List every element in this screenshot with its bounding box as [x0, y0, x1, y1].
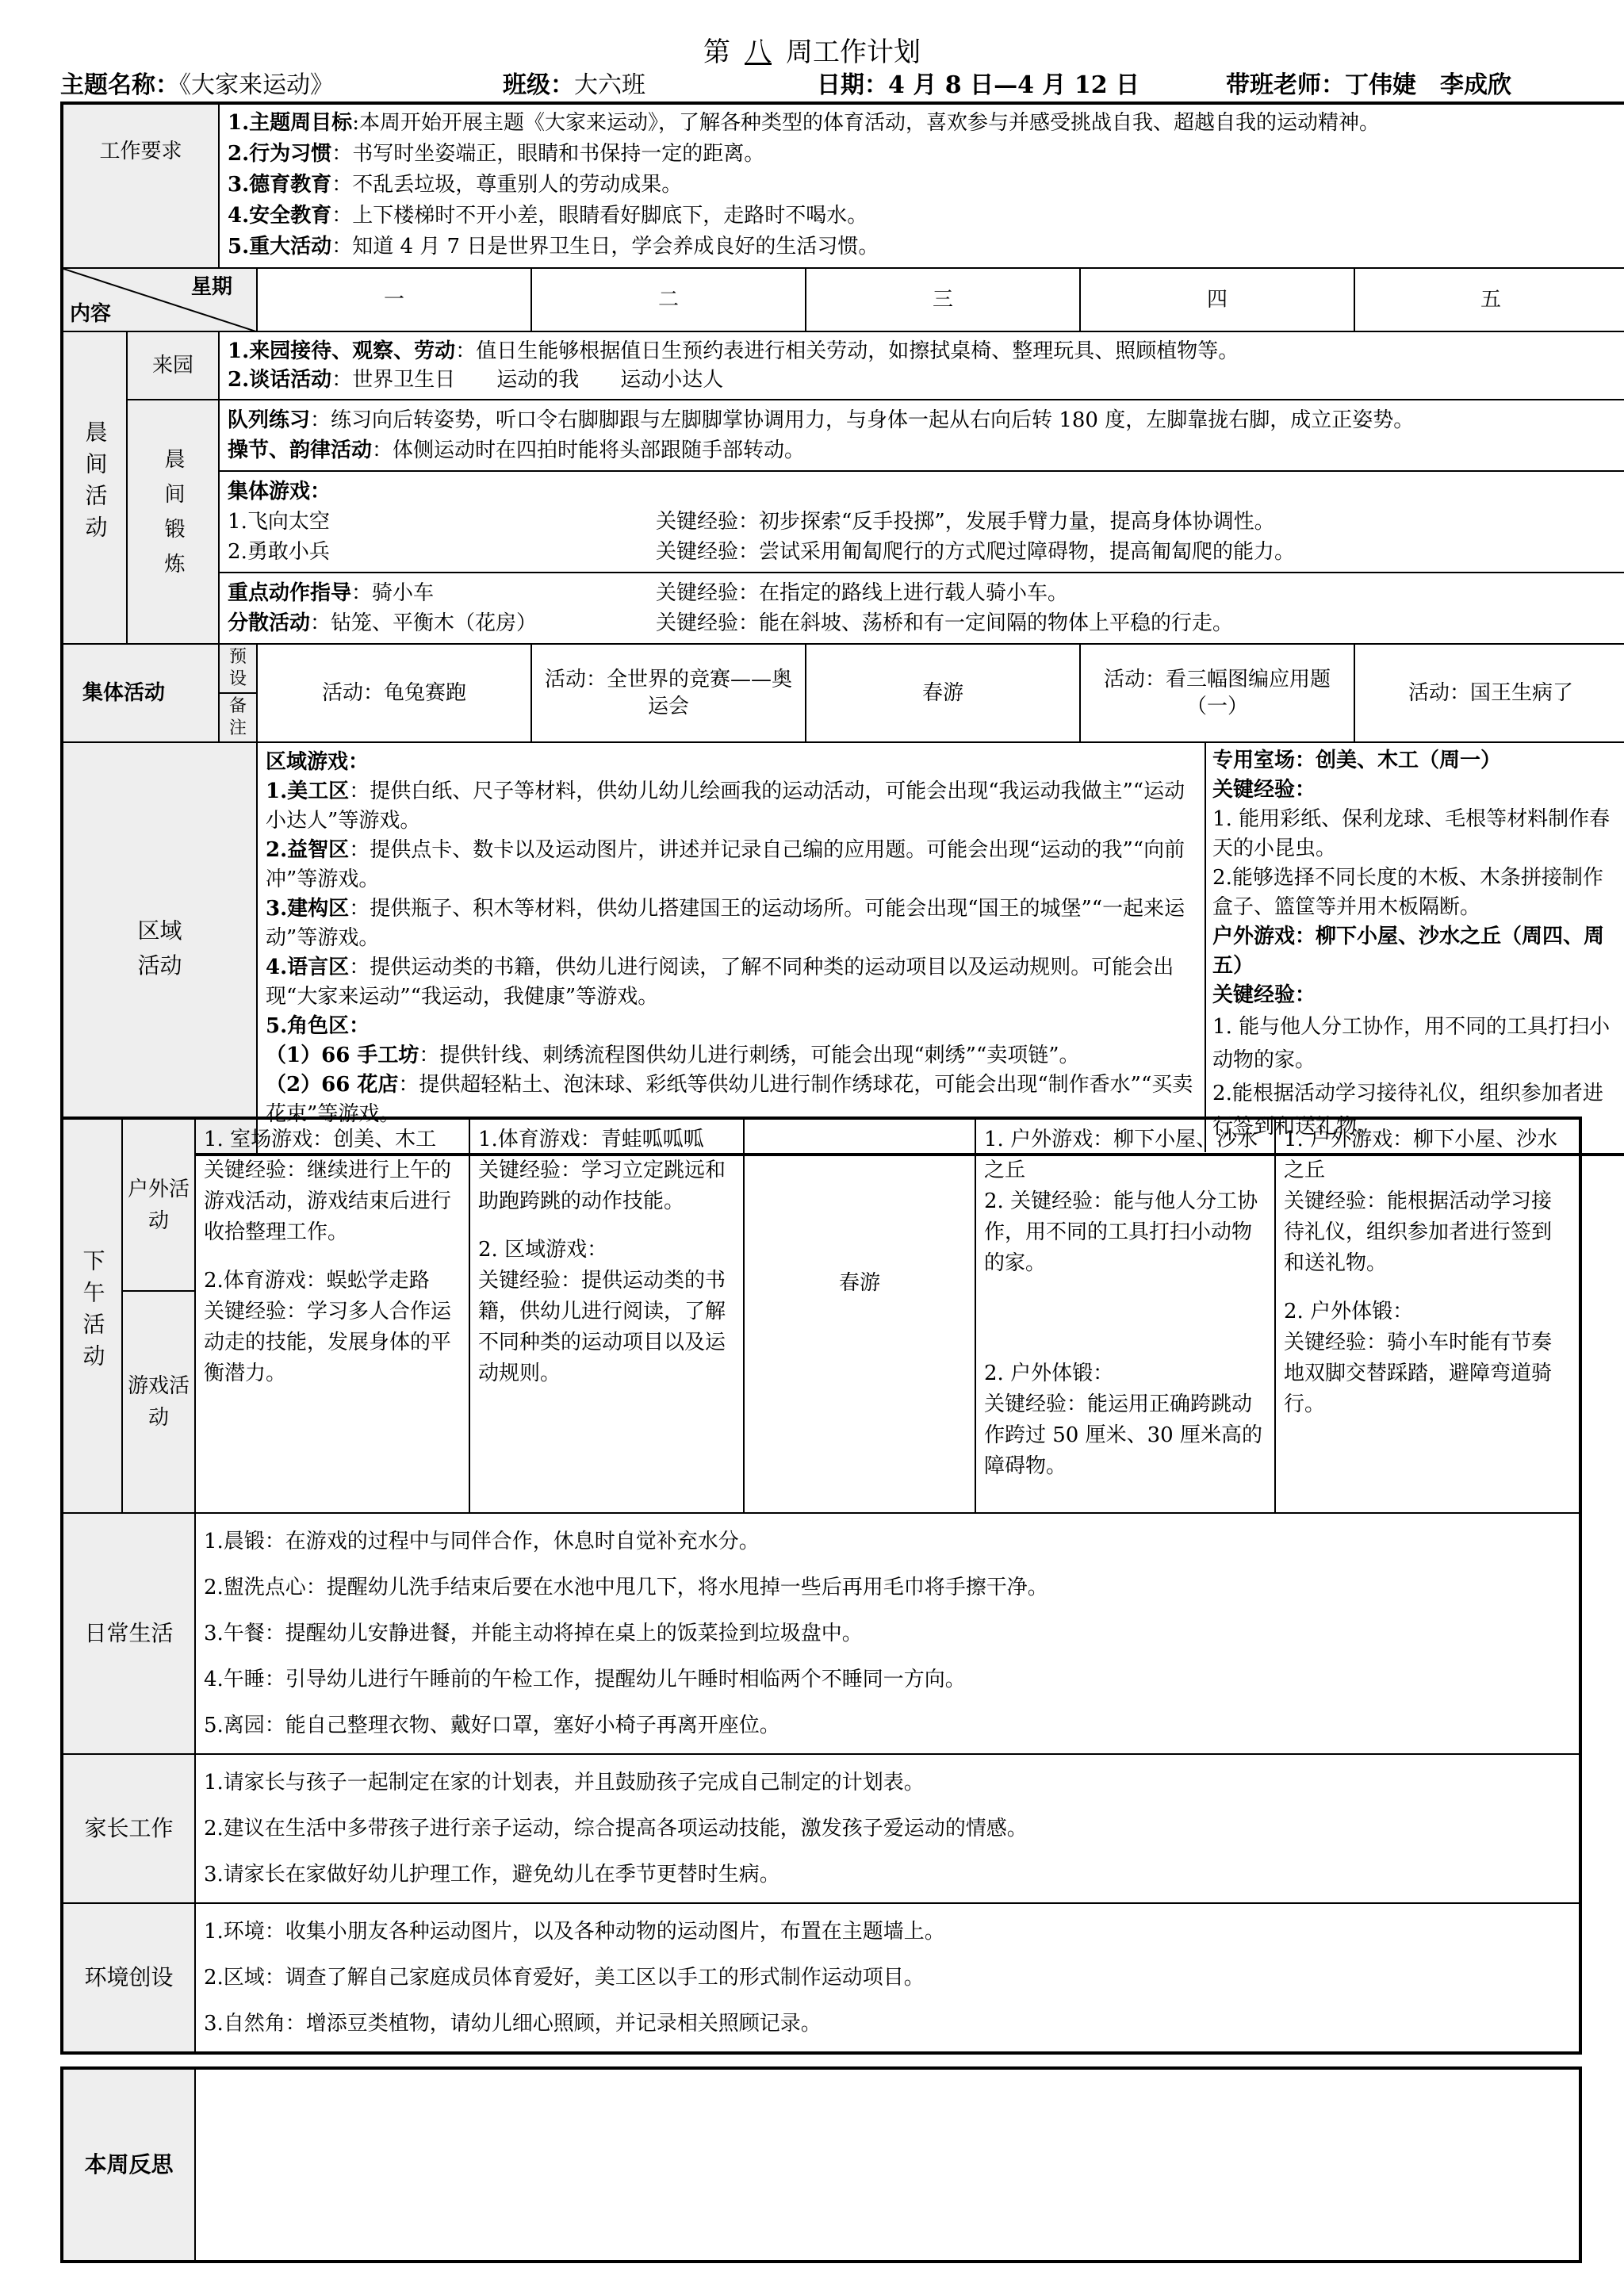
work-req-item: 3.德育教育：不乱丢垃圾，尊重别人的劳动成果。: [228, 173, 683, 197]
group-games-content: 集体游戏： 1.飞向太空 关键经验：初步探索“反手投掷”，发展手臂力量，提高身体协调性。 2.勇敢小兵 关键经验：尝试采用匍匐爬行的方式爬过障碍物，提高匍匐爬的能力。: [219, 471, 1624, 573]
date-value: 4 月 8 日—4 月 12 日: [888, 71, 1140, 99]
morning-exercise-label: 晨间锻炼: [127, 400, 219, 644]
afternoon-mon: 1. 室场游戏：创美、木工 关键经验：继续进行上午的游戏活动，游戏结束后进行收拾整理工作。 2.体育游戏：蜈蚣学走路 关键经验：学习多人合作运动走的技能，发展身体的平衡潜力。: [195, 1118, 469, 1513]
work-req-item: 4.安全教育：上下楼梯时不开小差，眼睛看好脚底下，走路时不喝水。: [228, 204, 868, 228]
class-label: 班级：: [503, 71, 574, 99]
parent-work-content: [195, 1754, 1580, 1903]
focus-scatter-content: 重点动作指导：骑小车 关键经验：在指定的路线上进行载人骑小车。 分散活动：钻笼、平衡木（花房） 关键经验：能在斜坡、荡桥和有一定间隔的物体上平稳的行走。: [219, 573, 1624, 644]
weekday-label: 星期: [191, 275, 233, 299]
area-games: 区域游戏： 1.美工区：提供白纸、尺子等材料，供幼儿幼儿绘画我的运动活动，可能会出现“我运动我做主”“运动小达人”等游戏。 2.益智区：提供点卡、数卡以及运动图片，讲述并记录自己编的应用题。可能会出现“运动的我”“向前冲”等游戏。 3.建构区：提供瓶子、积木等材料，供幼儿搭建国王的运动场所。可能会出现“国王的城堡”“一起来运动”等游戏。 4.语言区：提供运动类的书籍，供幼儿进行阅读，了解不同种类的运动项目以及运动规则。可能会出现“大家来运动”“我运动，我健康”等游戏。 5.角色区： （1）66 手工坊：提供针线、刺绣流程图供幼儿进行刺绣，可能会出现“刺绣”“卖项链”。 （2）66 花店：提供超轻粘土、泡沫球、彩纸等供幼儿进行制作绣球花，可能会出现“制作香水”“买卖花束”等游戏。: [258, 743, 1206, 1152]
parent-item: 1.请家长与孩子一起制定在家的计划表，并且鼓励孩子完成自己制定的计划表。: [204, 1771, 925, 1794]
daily-item: 2.盥洗点心：提醒幼儿洗手结束后要在水池中甩几下，将水甩掉一些后再用毛巾将手擦干净。: [204, 1576, 1048, 1599]
theme-label: 主题名称：: [60, 71, 179, 99]
afternoon-tue: 1.体育游戏：青蛙呱呱呱 关键经验：学习立定跳远和助跑跨跳的动作技能。 2. 区域游戏： 关键经验：提供运动类的书籍，供幼儿进行阅读，了解不同种类的运动项目以及运动规则。: [469, 1118, 744, 1513]
teacher-label: 带班老师：: [1226, 71, 1345, 99]
reflection-content[interactable]: [195, 2068, 1580, 2262]
day-monday: 一: [257, 268, 531, 331]
area-item: （2）66 花店：提供超轻粘土、泡沫球、彩纸等供幼儿进行制作绣球花，可能会出现“制作香水”“买卖花束”等游戏。: [266, 1073, 1193, 1126]
daily-item: 3.午餐：提醒幼儿安静进餐，并能主动将掉在桌上的饭菜捡到垃圾盘中。: [204, 1622, 863, 1645]
environment-content: [195, 1903, 1580, 2053]
area-activity-label: 区域活动: [62, 742, 257, 1155]
game-row: 1.飞向太空 关键经验：初步探索“反手投掷”，发展手臂力量，提高身体协调性。: [228, 510, 1275, 534]
morning-activity-label: 晨间活动: [62, 331, 127, 644]
daily-life-content: [195, 1513, 1580, 1754]
group-activity-fri: 活动：国王生病了: [1354, 644, 1624, 742]
group-activity-tue: 活动：全世界的竞赛——奥运会: [531, 644, 806, 742]
work-req-content: [219, 103, 1624, 268]
day-friday: 五: [1354, 268, 1624, 331]
work-req-item: 1.主题周目标:本周开始开展主题《大家来运动》，了解各种类型的体育活动，喜欢参与并感受挑战自我、超越自我的运动精神。: [228, 111, 1380, 135]
queue-drill-content: 队列练习：练习向后转姿势，听口令右脚脚跟与左脚脚掌协调用力，与身体一起从右向后转 180 度，左脚靠拢右脚，成立正姿势。 操节、韵律活动：体侧运动时在四拍时能将头部跟随手部转动。: [219, 400, 1624, 471]
afternoon-label: 下午活动: [62, 1118, 122, 1513]
teacher-info: [1226, 65, 1511, 100]
afternoon-fri: 1. 户外游戏：柳下小屋、沙水之丘 关键经验：能根据活动学习接待礼仪，组织参加者进行签到和送礼物。 2. 户外体锻： 关键经验：骑小车时能有节奏地双脚交替踩踏，避障弯道骑行。: [1275, 1118, 1580, 1513]
class-info: [503, 65, 645, 100]
parent-item: 3.请家长在家做好幼儿护理工作，避免幼儿在季节更替时生病。: [204, 1863, 780, 1886]
game-row: 2.勇敢小兵 关键经验：尝试采用匍匐爬行的方式爬过障碍物，提高匍匐爬的能力。: [228, 540, 1296, 564]
group-activity-wed: 春游: [806, 644, 1080, 742]
daily-life-label: 日常生活: [62, 1513, 195, 1754]
work-req-label: 工作要求: [62, 103, 219, 268]
parent-work-label: 家长工作: [62, 1754, 195, 1903]
group-activity-thu: 活动：看三幅图编应用题（一）: [1080, 644, 1354, 742]
teacher-value: 丁伟婕 李成欣: [1345, 71, 1511, 99]
weekly-plan-table-bottom: [60, 1117, 1582, 2055]
env-item: 2.区域：调查了解自己家庭成员体育爱好，美工区以手工的形式制作运动项目。: [204, 1966, 925, 1990]
theme-value: 《大家来运动》: [179, 71, 334, 99]
group-activity-mon: 活动：龟兔赛跑: [257, 644, 531, 742]
env-item: 1.环境：收集小朋友各种运动图片，以及各种动物的运动图片，布置在主题墙上。: [204, 1920, 945, 1944]
reflection-table: [60, 2066, 1582, 2263]
daily-item: 5.离园：能自己整理衣物、戴好口罩，塞好小椅子再离开座位。: [204, 1714, 780, 1737]
content-label: 内容: [70, 302, 112, 326]
theme-name: [60, 65, 334, 100]
afternoon-outdoor-label: 户外活动: [122, 1118, 195, 1291]
date-info: [817, 65, 1139, 100]
arrival-label: 来园: [127, 331, 219, 400]
daily-item: 4.午睡：引导幼儿进行午睡前的午检工作，提醒幼儿午睡时相临两个不睡同一方向。: [204, 1668, 966, 1691]
group-activity-label: 集体活动: [62, 644, 219, 742]
work-req-item: 2.行为习惯：书写时坐姿端正，眼睛和书保持一定的距离。: [228, 142, 765, 166]
day-thursday: 四: [1080, 268, 1354, 331]
afternoon-wed: 春游: [744, 1118, 975, 1513]
area-item: 2.益智区：提供点卡、数卡以及运动图片，讲述并记录自己编的应用题。可能会出现“运动的我”“向前冲”等游戏。: [266, 838, 1185, 891]
remark-label: 备注: [219, 693, 257, 742]
env-item: 3.自然角：增添豆类植物，请幼儿细心照顾，并记录相关照顾记录。: [204, 2012, 822, 2036]
day-header-corner: [62, 268, 257, 331]
reflection-label: 本周反思: [62, 2068, 195, 2262]
class-value: 大六班: [574, 71, 645, 99]
day-wednesday: 三: [806, 268, 1080, 331]
week-number: 八: [745, 36, 772, 68]
area-item: 3.建构区：提供瓶子、积木等材料，供幼儿搭建国王的运动场所。可能会出现“国王的城堡”“一起来运动”等游戏。: [266, 897, 1185, 950]
area-item: 4.语言区：提供运动类的书籍，供幼儿进行阅读，了解不同种类的运动项目以及运动规则。可能会出现“大家来运动”“我运动，我健康”等游戏。: [266, 956, 1174, 1009]
weekly-plan-table-top: [60, 102, 1624, 1156]
area-item: 1.美工区：提供白纸、尺子等材料，供幼儿幼儿绘画我的运动活动，可能会出现“我运动我做主”“运动小达人”等游戏。: [266, 779, 1185, 833]
preset-label: 预设: [219, 644, 257, 693]
work-req-item: 5.重大活动：知道 4 月 7 日是世界卫生日，学会养成良好的生活习惯。: [228, 235, 879, 259]
afternoon-thu: 1. 户外游戏：柳下小屋、沙水之丘 2. 关键经验：能与他人分工协作，用不同的工具打扫小动物的家。 2. 户外体锻： 关键经验：能运用正确跨跳动作跨过 50 厘米、30 厘米高的障碍物。: [975, 1118, 1275, 1513]
page-title: [0, 30, 1624, 69]
area-activity-content: [257, 742, 1624, 1155]
environment-label: 环境创设: [62, 1903, 195, 2053]
date-label: 日期：: [817, 71, 888, 99]
daily-item: 1.晨锻：在游戏的过程中与同伴合作，休息时自觉补充水分。: [204, 1530, 760, 1553]
area-item: （1）66 手工坊：提供针线、刺绣流程图供幼儿进行刺绣，可能会出现“刺绣”“卖项链”。: [266, 1044, 1080, 1067]
area-item: 5.角色区：: [266, 1014, 370, 1038]
arrival-content: 1.来园接待、观察、劳动：值日生能够根据值日生预约表进行相关劳动，如擦拭桌椅、整理玩具、照顾植物等。 2.谈话活动：世界卫生日 运动的我 运动小达人: [219, 331, 1624, 400]
afternoon-game-label: 游戏活动: [122, 1291, 195, 1513]
day-tuesday: 二: [531, 268, 806, 331]
area-special: 专用室场：创美、木工（周一） 关键经验： 1. 能用彩纸、保利龙球、毛根等材料制作春天的小昆虫。 2.能够选择不同长度的木板、木条拼接制作盒子、篮筐等并用木板隔断。 户外游戏：柳下小屋、沙水之丘（周四、周五） 关键经验： 1. 能与他人分工协作，用不同的工具打扫小动物的家。 2.能根据活动学习接待礼仪，组织参加者进行签到和送礼物。: [1212, 749, 1611, 1139]
title-suffix: 周工作计划: [786, 36, 921, 68]
parent-item: 2.建议在生活中多带孩子进行亲子运动，综合提高各项运动技能，激发孩子爱运动的情感。: [204, 1817, 1028, 1840]
title-prefix: 第: [703, 36, 730, 68]
